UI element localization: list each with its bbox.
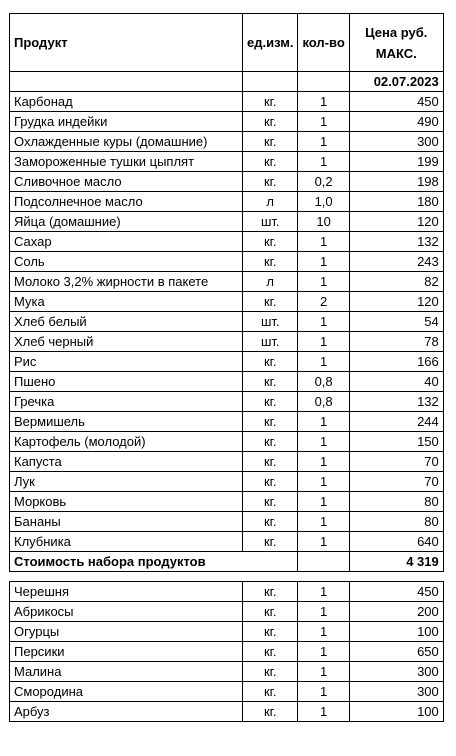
total-row — [10, 552, 444, 572]
price-cell: 450 — [349, 582, 443, 602]
product-name: Соль — [10, 252, 243, 272]
qty-cell: 1 — [298, 532, 349, 552]
unit-cell: кг. — [243, 602, 298, 622]
qty-cell: 1 — [298, 682, 349, 702]
product-name: Пшено — [10, 372, 243, 392]
table-row — [10, 642, 444, 662]
unit-cell: кг. — [243, 642, 298, 662]
table-row — [10, 332, 444, 352]
price-cell: 132 — [349, 232, 443, 252]
header-price — [349, 14, 443, 72]
qty-cell: 1 — [298, 132, 349, 152]
price-cell: 120 — [349, 212, 443, 232]
price-cell: 300 — [349, 662, 443, 682]
price-cell: 150 — [349, 432, 443, 452]
unit-cell: кг. — [243, 452, 298, 472]
price-cell: 70 — [349, 472, 443, 492]
qty-cell: 0,2 — [298, 172, 349, 192]
unit-cell: кг. — [243, 412, 298, 432]
table-row — [10, 172, 444, 192]
product-name: Морковь — [10, 492, 243, 512]
unit-cell: л — [243, 192, 298, 212]
qty-cell: 1 — [298, 412, 349, 432]
unit-cell: кг. — [243, 372, 298, 392]
price-cell: 198 — [349, 172, 443, 192]
qty-cell: 1 — [298, 152, 349, 172]
product-name: Сахар — [10, 232, 243, 252]
product-name: Гречка — [10, 392, 243, 412]
table-row — [10, 682, 444, 702]
date-row — [10, 72, 444, 92]
product-name: Арбуз — [10, 702, 243, 722]
product-name: Охлажденные куры (домашние) — [10, 132, 243, 152]
unit-cell: кг. — [243, 492, 298, 512]
table-row — [10, 272, 444, 292]
price-cell: 78 — [349, 332, 443, 352]
qty-cell: 1 — [298, 92, 349, 112]
price-cell: 132 — [349, 392, 443, 412]
total-label: Стоимость набора продуктов — [10, 552, 298, 572]
table-row — [10, 412, 444, 432]
spacer-row — [10, 572, 444, 582]
product-name: Хлеб черный — [10, 332, 243, 352]
price-cell: 199 — [349, 152, 443, 172]
unit-cell: кг. — [243, 622, 298, 642]
table-row — [10, 252, 444, 272]
table-row — [10, 132, 444, 152]
unit-cell: кг. — [243, 232, 298, 252]
table-row — [10, 392, 444, 412]
unit-cell: кг. — [243, 252, 298, 272]
total-value: 4 319 — [349, 552, 443, 572]
table-row — [10, 312, 444, 332]
date-row-empty — [10, 72, 243, 92]
qty-cell: 1 — [298, 352, 349, 372]
unit-cell: кг. — [243, 582, 298, 602]
table-row — [10, 232, 444, 252]
product-name: Черешня — [10, 582, 243, 602]
price-date: 02.07.2023 — [349, 72, 443, 92]
product-name: Сливочное масло — [10, 172, 243, 192]
product-name: Молоко 3,2% жирности в пакете — [10, 272, 243, 292]
unit-cell: кг. — [243, 432, 298, 452]
unit-cell: шт. — [243, 212, 298, 232]
unit-cell: кг. — [243, 152, 298, 172]
product-name: Бананы — [10, 512, 243, 532]
qty-cell: 1 — [298, 642, 349, 662]
product-name: Персики — [10, 642, 243, 662]
qty-cell: 1 — [298, 662, 349, 682]
table-row — [10, 372, 444, 392]
price-cell: 40 — [349, 372, 443, 392]
price-cell: 490 — [349, 112, 443, 132]
qty-cell: 1 — [298, 602, 349, 622]
date-row-empty — [243, 72, 298, 92]
table-row — [10, 472, 444, 492]
table-row — [10, 92, 444, 112]
table-row — [10, 582, 444, 602]
qty-cell: 1 — [298, 622, 349, 642]
price-cell: 120 — [349, 292, 443, 312]
table-row — [10, 432, 444, 452]
price-cell: 100 — [349, 622, 443, 642]
qty-cell: 1 — [298, 512, 349, 532]
price-cell: 300 — [349, 682, 443, 702]
product-name: Огурцы — [10, 622, 243, 642]
table-row — [10, 112, 444, 132]
price-table-body — [10, 14, 444, 722]
spacer-cell — [10, 572, 444, 582]
unit-cell: кг. — [243, 132, 298, 152]
table-row — [10, 602, 444, 622]
table-row — [10, 212, 444, 232]
table-row — [10, 512, 444, 532]
price-cell: 54 — [349, 312, 443, 332]
price-table — [9, 13, 444, 722]
header-qty: кол-во — [298, 14, 349, 72]
product-name: Абрикосы — [10, 602, 243, 622]
unit-cell: шт. — [243, 312, 298, 332]
header-product: Продукт — [10, 14, 243, 72]
product-name: Лук — [10, 472, 243, 492]
qty-cell: 1 — [298, 232, 349, 252]
table-row — [10, 662, 444, 682]
price-cell: 180 — [349, 192, 443, 212]
table-row — [10, 492, 444, 512]
product-name: Малина — [10, 662, 243, 682]
price-cell: 243 — [349, 252, 443, 272]
header-price-line2: МАКС. — [375, 45, 417, 61]
total-empty — [298, 552, 349, 572]
unit-cell: кг. — [243, 702, 298, 722]
qty-cell: 10 — [298, 212, 349, 232]
unit-cell: кг. — [243, 112, 298, 132]
product-name: Картофель (молодой) — [10, 432, 243, 452]
table-row — [10, 622, 444, 642]
qty-cell: 1 — [298, 582, 349, 602]
price-cell: 82 — [349, 272, 443, 292]
unit-cell: кг. — [243, 352, 298, 372]
product-name: Клубника — [10, 532, 243, 552]
product-name: Яйца (домашние) — [10, 212, 243, 232]
price-cell: 650 — [349, 642, 443, 662]
qty-cell: 1 — [298, 112, 349, 132]
qty-cell: 1 — [298, 472, 349, 492]
qty-cell: 0,8 — [298, 392, 349, 412]
table-row — [10, 702, 444, 722]
price-cell: 80 — [349, 492, 443, 512]
unit-cell: кг. — [243, 92, 298, 112]
unit-cell: кг. — [243, 292, 298, 312]
price-cell: 166 — [349, 352, 443, 372]
product-name: Мука — [10, 292, 243, 312]
price-cell: 200 — [349, 602, 443, 622]
product-name: Подсолнечное масло — [10, 192, 243, 212]
header-unit: ед.изм. — [243, 14, 298, 72]
table-row — [10, 152, 444, 172]
unit-cell: л — [243, 272, 298, 292]
qty-cell: 2 — [298, 292, 349, 312]
price-cell: 300 — [349, 132, 443, 152]
product-name: Капуста — [10, 452, 243, 472]
qty-cell: 1 — [298, 272, 349, 292]
header-row — [10, 14, 444, 72]
table-row — [10, 452, 444, 472]
table-row — [10, 352, 444, 372]
qty-cell: 1 — [298, 492, 349, 512]
price-cell: 640 — [349, 532, 443, 552]
product-name: Смородина — [10, 682, 243, 702]
unit-cell: шт. — [243, 332, 298, 352]
date-row-empty — [298, 72, 349, 92]
price-cell: 244 — [349, 412, 443, 432]
unit-cell: кг. — [243, 532, 298, 552]
price-cell: 80 — [349, 512, 443, 532]
product-name: Карбонад — [10, 92, 243, 112]
price-cell: 450 — [349, 92, 443, 112]
unit-cell: кг. — [243, 172, 298, 192]
qty-cell: 1 — [298, 452, 349, 472]
product-name: Замороженные тушки цыплят — [10, 152, 243, 172]
qty-cell: 1 — [298, 332, 349, 352]
qty-cell: 1 — [298, 252, 349, 272]
qty-cell: 1 — [298, 432, 349, 452]
product-name: Вермишель — [10, 412, 243, 432]
price-cell: 70 — [349, 452, 443, 472]
qty-cell: 0,8 — [298, 372, 349, 392]
unit-cell: кг. — [243, 662, 298, 682]
header-price-line1: Цена руб. — [365, 24, 428, 40]
product-name: Рис — [10, 352, 243, 372]
unit-cell: кг. — [243, 512, 298, 532]
qty-cell: 1 — [298, 312, 349, 332]
product-name: Хлеб белый — [10, 312, 243, 332]
product-name: Грудка индейки — [10, 112, 243, 132]
unit-cell: кг. — [243, 682, 298, 702]
qty-cell: 1,0 — [298, 192, 349, 212]
qty-cell: 1 — [298, 702, 349, 722]
table-row — [10, 532, 444, 552]
unit-cell: кг. — [243, 472, 298, 492]
table-row — [10, 192, 444, 212]
table-row — [10, 292, 444, 312]
unit-cell: кг. — [243, 392, 298, 412]
price-cell: 100 — [349, 702, 443, 722]
